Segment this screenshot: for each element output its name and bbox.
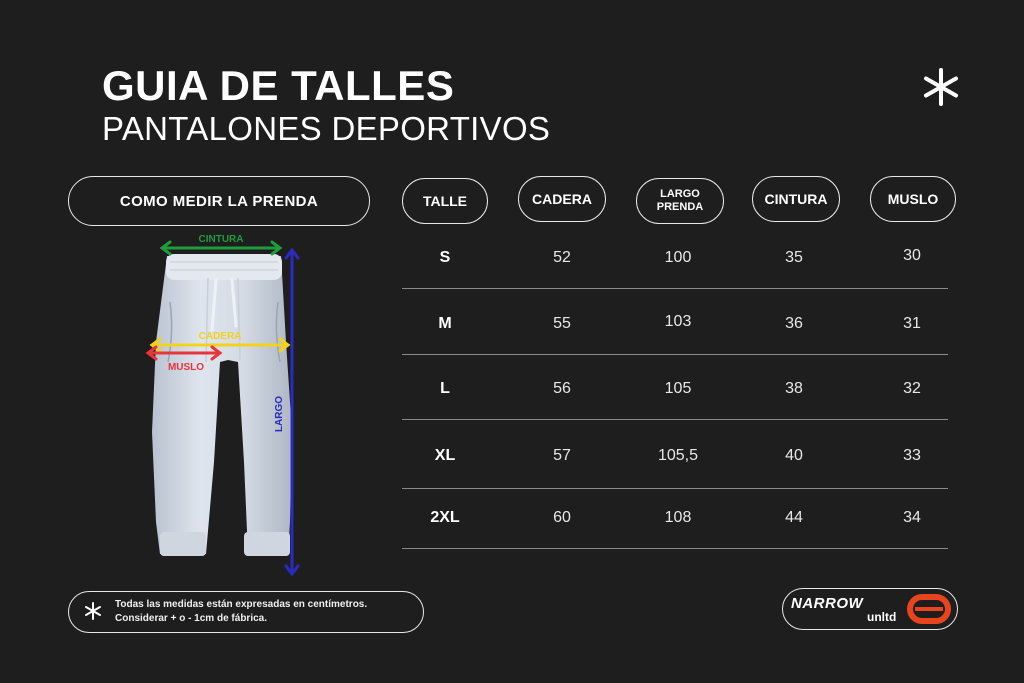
size-cell: 2XL [430, 509, 460, 526]
note-line-1: Todas las medidas están expresadas en centímetros. [115, 599, 368, 610]
size-cell: S [439, 249, 451, 266]
table-row [402, 503, 948, 539]
length-label: LARGO [274, 395, 285, 433]
row-divider [402, 419, 948, 420]
pants-diagram [140, 232, 310, 582]
page-title: GUIA DE TALLES [102, 62, 455, 109]
table-row [402, 309, 948, 345]
row-divider [402, 488, 948, 489]
brand-mark-icon [907, 594, 951, 624]
header-length-line1: LARGO [660, 188, 700, 200]
header-thigh: MUSLO [870, 176, 956, 222]
header-length-line2: PRENDA [656, 201, 704, 213]
table-row [402, 441, 948, 477]
row-divider [402, 548, 948, 549]
hip-label: CADERA [198, 331, 242, 342]
hip-cell: 55 [553, 315, 571, 332]
waist-cell: 36 [785, 315, 803, 332]
length-cell: 105 [664, 380, 692, 397]
row-divider [402, 354, 948, 355]
hip-cell: 56 [553, 380, 571, 397]
thigh-cell: 33 [903, 447, 921, 464]
size-cell: M [438, 315, 452, 332]
table-row [402, 243, 948, 279]
length-cell: 105,5 [657, 447, 699, 464]
how-to-measure-label: COMO MEDIR LA PRENDA [68, 176, 370, 226]
length-cell: 103 [664, 313, 692, 330]
row-divider [402, 288, 948, 289]
waist-cell: 40 [785, 447, 803, 464]
thigh-cell: 31 [903, 315, 921, 332]
thigh-label: MUSLO [167, 362, 205, 373]
note-text [115, 598, 367, 626]
header-size: TALLE [402, 178, 488, 224]
asterisk-icon [83, 601, 103, 621]
length-cell: 108 [664, 509, 692, 526]
measurement-note [68, 591, 424, 633]
asterisk-icon [920, 66, 962, 108]
pants-illustration [152, 254, 292, 556]
waist-label: CINTURA [198, 234, 244, 245]
length-cell: 100 [664, 249, 692, 266]
thigh-cell: 34 [903, 509, 921, 526]
size-cell: XL [434, 447, 456, 464]
header-waist: CINTURA [752, 176, 840, 222]
page-subtitle: PANTALONES DEPORTIVOS [102, 110, 551, 147]
hip-cell: 57 [553, 447, 571, 464]
table-row [402, 374, 948, 410]
waist-cell: 35 [785, 249, 803, 266]
thigh-cell: 32 [903, 380, 921, 397]
header-length [636, 178, 724, 224]
hip-cell: 52 [553, 249, 571, 266]
hip-cell: 60 [553, 509, 571, 526]
brand-logo [782, 588, 958, 630]
waist-cell: 44 [785, 509, 803, 526]
waist-cell: 38 [785, 380, 803, 397]
header-hip: CADERA [518, 176, 606, 222]
size-cell: L [440, 380, 450, 397]
brand-name: NARROW [791, 595, 864, 612]
note-line-2: Considerar + o - 1cm de fábrica. [115, 613, 267, 624]
thigh-cell: 30 [903, 247, 921, 264]
brand-sub: unltd [867, 610, 897, 624]
